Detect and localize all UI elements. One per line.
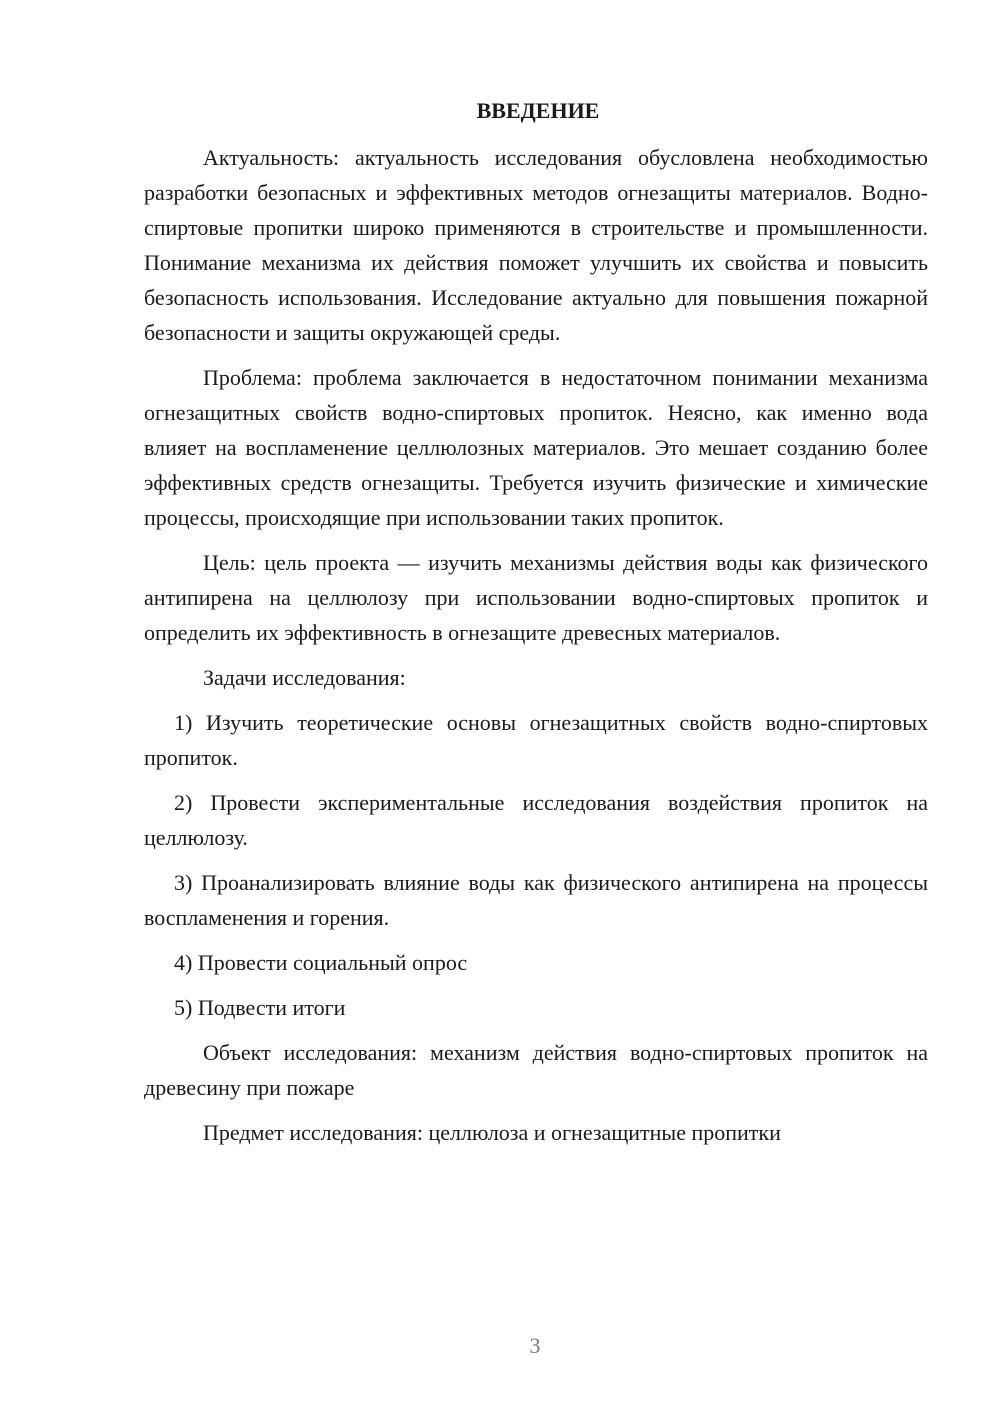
document-page [144,93,928,1160]
page-number: 3 [529,1333,541,1358]
list-item: 3) Проанализировать влияние воды как физического антипирена на процессы воспламенения и горения. [144,870,928,930]
paragraph-subject: Предмет исследования: целлюлоза и огнезащитные пропитки [203,1120,781,1145]
list-item: 4) Провести социальный опрос [174,950,468,975]
paragraph-goal: Цель: цель проекта — изучить механизмы действия воды как физического антипирена на целлюлозу при использовании водно-спиртовых пропиток и определить их эффективность в огнезащите древесных материалов. [144,550,928,645]
list-item: 5) Подвести итоги [174,995,346,1020]
paragraph-relevance: Актуальность: актуальность исследования обусловлена необходимостью разработки безопасных и эффективных методов огнезащиты материалов. Водно-спиртовые пропитки широко применяются в строительстве и промышленности. Понимание механизма их действия поможет улучшить их свойства и повысить безопасность использования. Исследование актуально для повышения пожарной безопасности и защиты окружающей среды. [144,145,928,345]
list-item: 2) Провести экспериментальные исследования воздействия пропиток на целлюлозу. [144,790,928,850]
paragraph-problem: Проблема: проблема заключается в недостаточном понимании механизма огнезащитных свойств водно-спиртовых пропиток. Неясно, как именно вода влияет на воспламенение целлюлозных материалов. Это мешает созданию более эффективных средств огнезащиты. Требуется изучить физические и химические процессы, происходящие при использовании таких пропиток. [144,365,928,530]
tasks-list [144,705,928,1025]
tasks-heading: Задачи исследования: [203,665,406,690]
document-title: ВВЕДЕНИЕ [476,98,600,123]
paragraph-object: Объект исследования: механизм действия водно-спиртовых пропиток на древесину при пожаре [144,1040,928,1100]
list-item: 1) Изучить теоретические основы огнезащитных свойств водно-спиртовых пропиток. [144,710,928,770]
